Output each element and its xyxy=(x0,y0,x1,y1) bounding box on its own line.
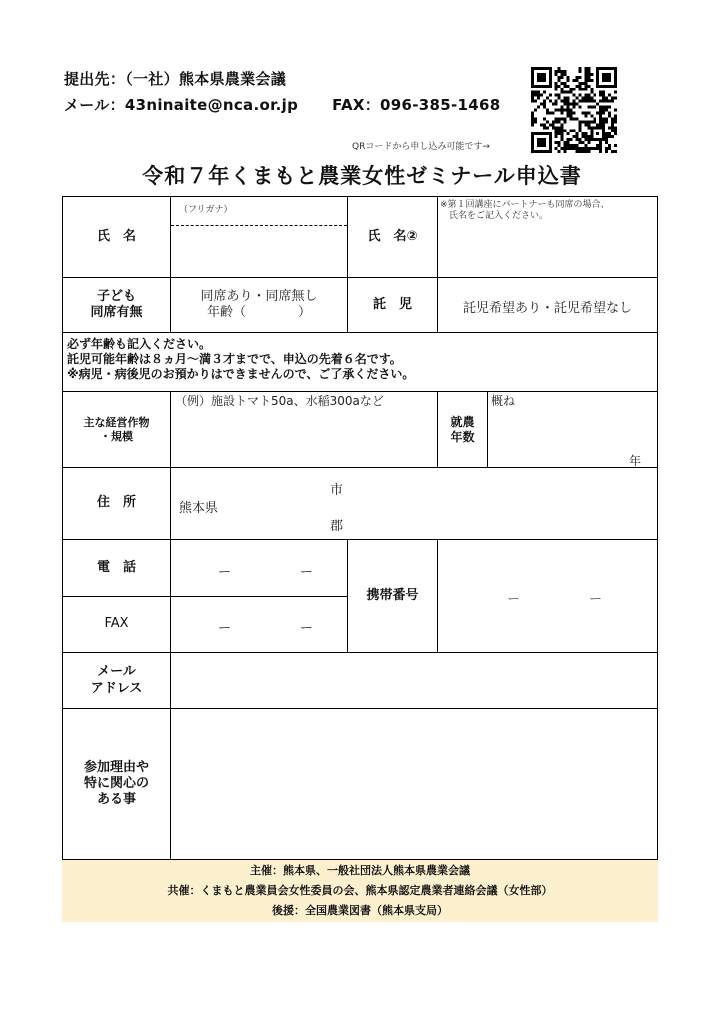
child-attendance-options[interactable]: 同席あり・同席無し xyxy=(200,289,318,304)
qr-note: QRコードから申し込み可能です→ xyxy=(352,142,490,152)
prefecture-text: 熊本県 xyxy=(179,501,219,516)
name-input[interactable] xyxy=(171,226,347,277)
footer-support: 後援：全国農業図書（熊本県支局） xyxy=(272,904,448,917)
reason-input[interactable] xyxy=(171,709,657,859)
fax-dash-1: ー xyxy=(218,621,232,636)
farming-years-label: 就農 年数 xyxy=(450,414,475,444)
submit-to: 提出先：（一社）熊本県農業会議 xyxy=(64,70,287,88)
childcare-label: 託 児 xyxy=(372,296,412,312)
name2-input[interactable] xyxy=(438,223,657,277)
child-age-field[interactable]: 年齢（ ） xyxy=(207,305,312,320)
name2-label: 氏 名② xyxy=(367,228,418,244)
footer xyxy=(62,860,658,922)
childcare-options[interactable]: 託児希望あり・託児希望なし xyxy=(462,301,632,316)
furigana-label: （フリガナ） xyxy=(179,205,233,215)
qr-code-icon[interactable] xyxy=(531,67,617,153)
mobile-dash-1: ー xyxy=(507,592,521,607)
fax-input[interactable] xyxy=(171,597,347,652)
farming-years-input[interactable] xyxy=(488,409,638,467)
footer-cohost: 共催：くまもと農業員会女性委員の会、熊本県認定農業者連絡会議（女性部） xyxy=(167,884,553,897)
child-attendance-field[interactable] xyxy=(171,289,347,321)
crops-label: 主な経営作物 ・規模 xyxy=(83,415,150,443)
county-label: 郡 xyxy=(330,519,344,534)
crops-input[interactable] xyxy=(171,409,437,467)
application-form xyxy=(62,196,658,860)
fax-number: FAX：096-385-1468 xyxy=(332,96,501,114)
fax-label: FAX xyxy=(104,616,129,632)
child-attendance-label: 子ども 同席有無 xyxy=(90,288,143,320)
name-label: 氏 名 xyxy=(96,228,136,244)
mobile-dash-2: ー xyxy=(589,592,603,607)
phone-dash-1: ー xyxy=(218,565,232,580)
phone-dash-2: ー xyxy=(300,565,314,580)
reason-label: 参加理由や 特に関心の ある事 xyxy=(83,759,149,808)
page-title: 令和７年くまもと農業女性ゼミナール申込書 xyxy=(142,164,582,188)
footer-host: 主催：熊本県、一般社団法人熊本県農業会議 xyxy=(250,864,470,877)
name2-note: ※第１回講座にパートナーも同席の場合、 氏名をご記入ください。 xyxy=(440,200,610,222)
city-label: 市 xyxy=(330,483,344,498)
furigana-input[interactable] xyxy=(171,217,347,225)
childcare-notice: 必ず年齢も記入ください。 託児可能年齢は８ヵ月～満３才までで、申込の先着６名です。 ※病児・病後児のお預かりはできませんので、ご了承ください。 xyxy=(67,337,415,381)
crops-example: （例）施設トマト50a、水稲300aなど xyxy=(175,394,384,408)
approx-label: 概ね xyxy=(491,394,516,408)
year-unit: 年 xyxy=(629,454,642,468)
address-input[interactable] xyxy=(353,468,657,539)
fax-dash-2: ー xyxy=(300,621,314,636)
email-label: メール アドレス xyxy=(90,664,143,696)
phone-label: 電 話 xyxy=(96,559,136,575)
address-label: 住 所 xyxy=(96,495,136,511)
mail-address[interactable]: メール：43ninaite@nca.or.jp xyxy=(64,96,299,114)
contact-line xyxy=(64,94,500,115)
mobile-input[interactable] xyxy=(438,540,657,652)
mobile-label: 携帯番号 xyxy=(366,587,419,603)
phone-input[interactable] xyxy=(171,540,347,596)
email-input[interactable] xyxy=(171,653,657,708)
